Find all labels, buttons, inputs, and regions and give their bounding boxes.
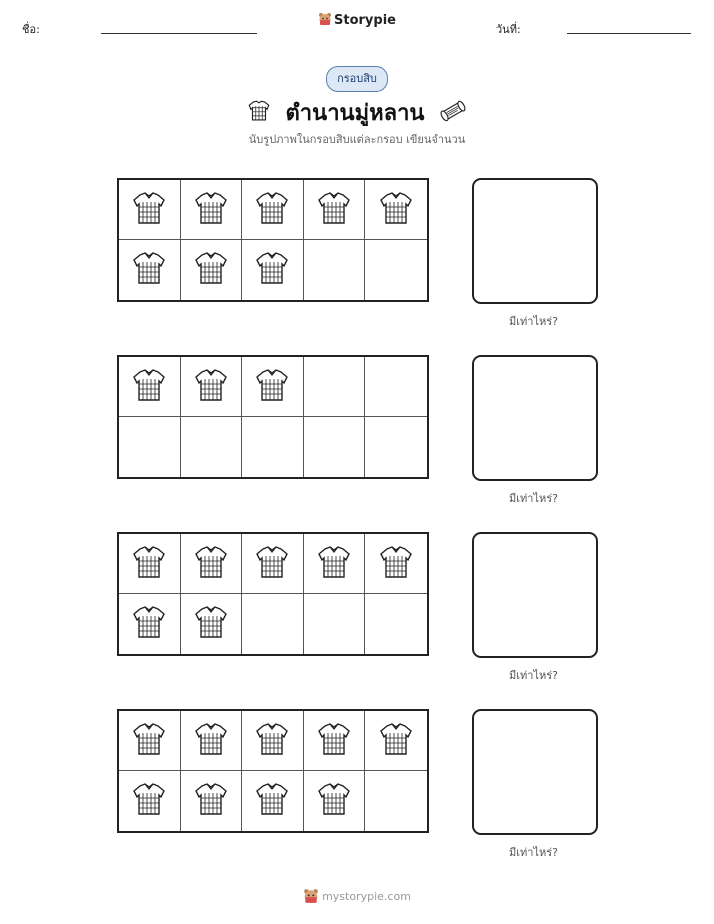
ten-frame-cell [242,240,304,300]
title-text: ตำนานมู่หลาน [285,101,425,126]
ten-frame-4 [117,709,429,833]
ten-frame-cell [181,240,243,300]
answer-box-1[interactable] [472,178,598,304]
ten-frame-2 [117,355,429,479]
ten-frame-1 [117,178,429,302]
answer-prompt-4: มีเท่าไหร่? [509,846,558,859]
ten-frame-cell [242,357,304,417]
armor-vest-icon [130,248,168,292]
armor-vest-icon [192,188,230,232]
armor-vest-icon [130,365,168,409]
armor-vest-icon [253,248,291,292]
ten-frame-cell [365,534,427,594]
ten-frame-cell [119,594,181,654]
armor-vest-icon [192,365,230,409]
ten-frame-cell [181,180,243,240]
ten-frame-cell [181,534,243,594]
ten-frame-cell [119,534,181,594]
ten-frame-cell [304,711,366,771]
ten-frame-cell [119,711,181,771]
brand-logo [0,12,714,28]
armor-vest-icon [253,188,291,232]
bear-logo-icon [318,12,332,26]
ten-frame-cell [119,240,181,300]
brand-name: Storypie [334,13,396,28]
armor-vest-icon [253,719,291,763]
armor-vest-icon [377,188,415,232]
ten-frame-cell [242,180,304,240]
scroll-icon [438,98,468,124]
ten-frame-cell [304,180,366,240]
bear-logo-icon [303,888,319,904]
name-label: ชื่อ: [22,23,40,36]
answer-box-4[interactable] [472,709,598,835]
armor-vest-icon [192,248,230,292]
answer-box-3[interactable] [472,532,598,658]
ten-frame-cell [365,594,427,654]
ten-frame-cell [119,357,181,417]
ten-frame-cell [365,240,427,300]
armor-vest-icon [130,719,168,763]
ten-frame-cell [181,594,243,654]
ten-frame-cell [304,594,366,654]
answer-prompt-3: มีเท่าไหร่? [509,669,558,682]
ten-frame-cell [304,357,366,417]
ten-frame-cell [304,417,366,477]
armor-vest-icon [192,542,230,586]
armor-vest-icon [253,365,291,409]
date-line[interactable] [567,33,691,34]
ten-frame-cell [242,534,304,594]
ten-frame-cell [242,417,304,477]
ten-frame-cell [365,180,427,240]
ten-frame-cell [181,711,243,771]
armor-vest-icon [130,779,168,823]
armor-vest-icon [192,602,230,646]
answer-prompt-1: มีเท่าไหร่? [509,315,558,328]
ten-frame-cell [181,357,243,417]
ten-frame-cell [365,711,427,771]
armor-vest-icon [253,779,291,823]
ten-frame-cell [242,771,304,831]
ten-frame-cell [242,594,304,654]
armor-vest-icon [130,602,168,646]
ten-frame-cell [365,357,427,417]
ten-frame-cell [119,771,181,831]
armor-vest-icon [315,542,353,586]
armor-vest-icon [315,719,353,763]
page-title [0,95,714,130]
instructions: นับรูปภาพในกรอบสิบแต่ละกรอบ เขียนจำนวน [248,133,466,146]
armor-vest-icon [192,719,230,763]
footer [0,888,714,904]
armor-vest-icon [377,719,415,763]
answer-box-2[interactable] [472,355,598,481]
ten-frame-cell [181,771,243,831]
ten-frame-3 [117,532,429,656]
topic-badge: กรอบสิบ [326,66,388,92]
armor-vest-icon [130,188,168,232]
ten-frame-cell [181,417,243,477]
ten-frame-cell [119,417,181,477]
armor-vest-icon [246,98,272,124]
ten-frame-cell [365,417,427,477]
ten-frame-cell [304,240,366,300]
ten-frame-cell [304,534,366,594]
armor-vest-icon [253,542,291,586]
name-line[interactable] [101,33,257,34]
armor-vest-icon [192,779,230,823]
ten-frame-cell [365,771,427,831]
ten-frame-cell [304,771,366,831]
ten-frame-cell [242,711,304,771]
answer-prompt-2: มีเท่าไหร่? [509,492,558,505]
armor-vest-icon [315,779,353,823]
armor-vest-icon [377,542,415,586]
footer-url: mystorypie.com [322,890,411,903]
date-label: วันที่: [496,23,521,36]
armor-vest-icon [130,542,168,586]
armor-vest-icon [315,188,353,232]
ten-frame-cell [119,180,181,240]
